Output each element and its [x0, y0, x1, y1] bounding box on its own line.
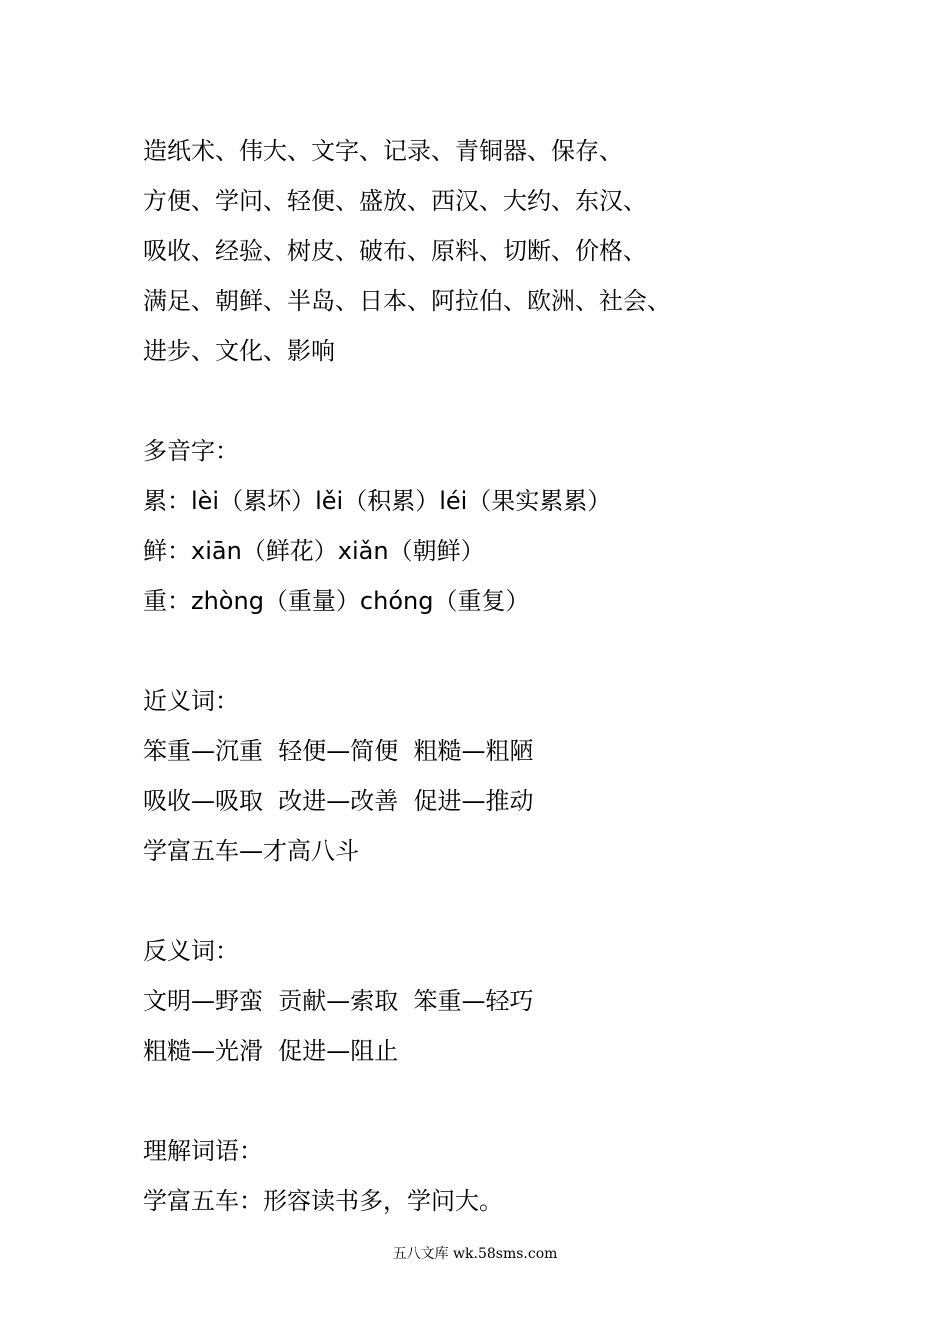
- section-spacer: [143, 376, 823, 426]
- section-spacer: [143, 1076, 823, 1126]
- document-body: [143, 126, 823, 1226]
- vocabulary-line: 造纸术、伟大、文字、记录、青铜器、保存、: [143, 137, 623, 165]
- definitions-section: [143, 1126, 823, 1226]
- vocabulary-line: 吸收、经验、树皮、破布、原料、切断、价格、: [143, 237, 647, 265]
- page-footer-watermark: 五八文库 wk.58sms.com: [392, 1246, 558, 1262]
- antonym-line: 文明—野蛮 贡献—索取 笨重—轻巧: [143, 987, 534, 1015]
- vocabulary-line: 进步、文化、影响: [143, 337, 335, 365]
- synonym-line: 笨重—沉重 轻便—简便 粗糙—粗陋: [143, 737, 534, 765]
- vocabulary-line: 满足、朝鲜、半岛、日本、阿拉伯、欧洲、社会、: [143, 287, 671, 315]
- synonym-line: 吸收—吸取 改进—改善 促进—推动: [143, 787, 534, 815]
- polyphone-line: 重：zhòng（重量）chóng（重复）: [143, 587, 530, 615]
- synonyms-heading: 近义词：: [143, 687, 239, 715]
- section-spacer: [143, 626, 823, 676]
- synonym-line: 学富五车—才高八斗: [143, 837, 359, 865]
- synonyms-section: [143, 676, 823, 876]
- polyphone-line: 累：lèi（累坏）lěi（积累）léi（果实累累）: [143, 487, 612, 515]
- polyphones-heading: 多音字：: [143, 437, 239, 465]
- vocabulary-line: 方便、学问、轻便、盛放、西汉、大约、东汉、: [143, 187, 647, 215]
- polyphones-section: [143, 426, 823, 626]
- antonyms-section: [143, 926, 823, 1076]
- polyphone-line: 鲜：xiān（鲜花）xiǎn（朝鲜）: [143, 537, 485, 565]
- section-spacer: [143, 876, 823, 926]
- definitions-heading: 理解词语：: [143, 1137, 263, 1165]
- definition-line: 学富五车：形容读书多，学问大。: [143, 1187, 503, 1215]
- antonyms-heading: 反义词：: [143, 937, 239, 965]
- antonym-line: 粗糙—光滑 促进—阻止: [143, 1037, 399, 1065]
- vocabulary-section: [143, 126, 823, 376]
